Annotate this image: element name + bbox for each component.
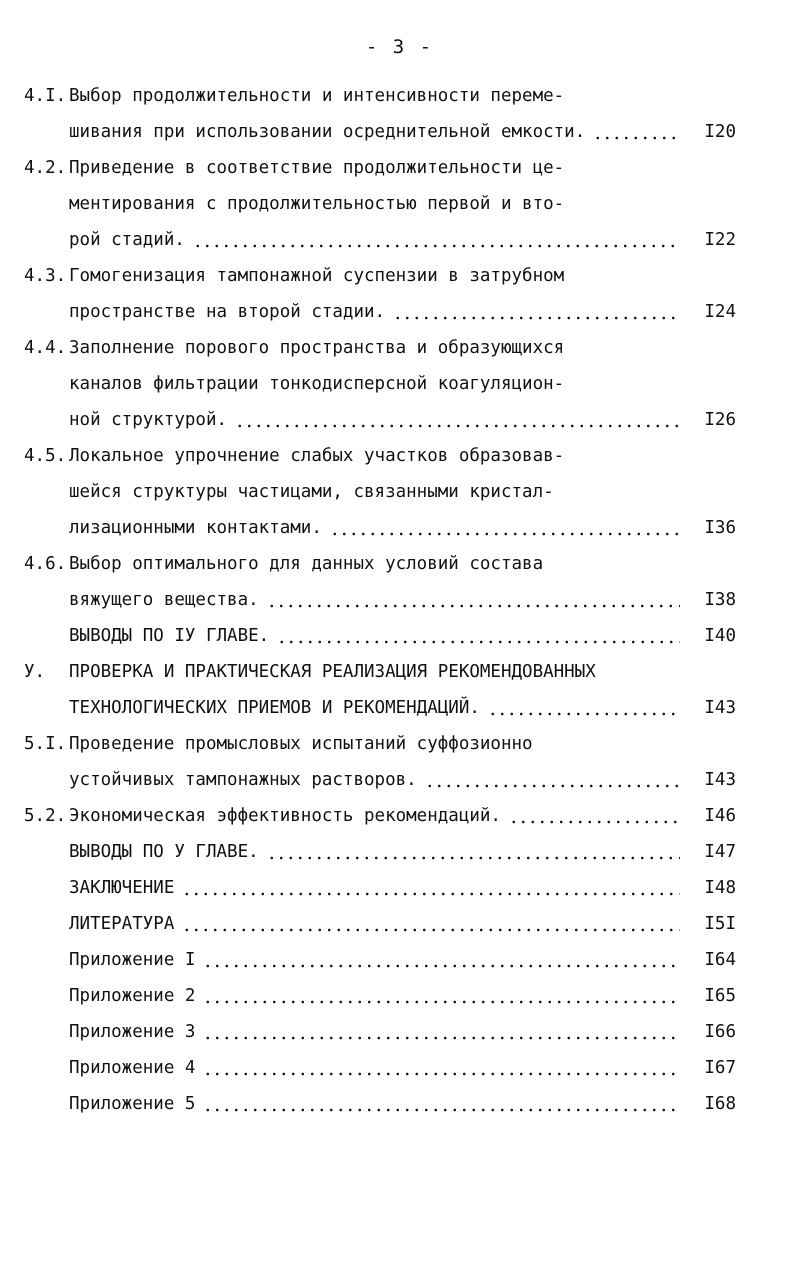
toc-page-number: I43 xyxy=(704,770,736,790)
toc-entry-text: ВЫВОДЫ ПО IУ ГЛАВЕ. xyxy=(69,626,270,646)
toc-entry-text: ВЫВОДЫ ПО У ГЛАВЕ. xyxy=(69,842,259,862)
toc-entry-number: 5.2. xyxy=(24,806,67,826)
toc-entry-text: Заполнение порового пространства и образующихся xyxy=(69,338,565,358)
toc-page-number: I40 xyxy=(704,626,736,646)
dot-leader xyxy=(235,410,680,430)
dot-leader xyxy=(182,878,680,898)
toc-page-number: I65 xyxy=(704,986,736,1006)
dot-leader xyxy=(193,230,680,250)
dot-leader xyxy=(203,1058,680,1078)
toc-entry-text: Приложение 5 xyxy=(69,1094,196,1114)
toc-entry-text: лизационными контактами. xyxy=(69,518,322,538)
dot-leader xyxy=(182,914,680,934)
toc-page-number: I36 xyxy=(704,518,736,538)
dot-leader xyxy=(267,590,680,610)
toc-entry-text: каналов фильтрации тонкодисперсной коагуляцион- xyxy=(69,374,565,394)
toc-entry-text: шивания при использовании осреднительной емкости. xyxy=(69,122,586,142)
toc-entry-text: Экономическая эффективность рекомендаций. xyxy=(69,806,501,826)
toc-page-number: I67 xyxy=(704,1058,736,1078)
toc-entry-number: 4.3. xyxy=(24,266,67,286)
toc-entry-text: Гомогенизация тампонажной суспензии в затрубном xyxy=(69,266,565,286)
toc-entry-text: ментирования с продолжительностью первой и вто- xyxy=(69,194,565,214)
toc-entry-text: ЛИТЕРАТУРА xyxy=(69,914,175,934)
toc-entry-text: Приложение I xyxy=(69,950,196,970)
toc-entry-number: 5.I. xyxy=(24,734,67,754)
dot-leader xyxy=(593,122,680,142)
toc-entry-text: вяжущего вещества. xyxy=(69,590,259,610)
dot-leader xyxy=(267,842,680,862)
toc-entry-text: Приложение 4 xyxy=(69,1058,196,1078)
dot-leader xyxy=(509,806,680,826)
toc-page-number: I26 xyxy=(704,410,736,430)
toc-page-number: I68 xyxy=(704,1094,736,1114)
toc-entry-text: Приведение в соответствие продолжительности це- xyxy=(69,158,565,178)
toc-entry-text: пространстве на второй стадии. xyxy=(69,302,386,322)
dot-leader xyxy=(203,1022,680,1042)
dot-leader xyxy=(277,626,680,646)
dot-leader xyxy=(203,1094,680,1114)
dot-leader xyxy=(393,302,680,322)
toc-entry-text: Локальное упрочнение слабых участков образовав- xyxy=(69,446,565,466)
toc-page-number: I46 xyxy=(704,806,736,826)
toc-page-number: I38 xyxy=(704,590,736,610)
toc-page-number: I22 xyxy=(704,230,736,250)
toc-entry-text: ной структурой. xyxy=(69,410,228,430)
toc-entry-text: ТЕХНОЛОГИЧЕСКИХ ПРИЕМОВ И РЕКОМЕНДАЦИЙ. xyxy=(69,698,480,718)
toc-entry-text: шейся структуры частицами, связанными кристал- xyxy=(69,482,554,502)
toc-entry-number: 4.5. xyxy=(24,446,67,466)
toc-entry-text: Выбор оптимального для данных условий состава xyxy=(69,554,544,574)
toc-entry-text: Приложение 2 xyxy=(69,986,196,1006)
dot-leader xyxy=(330,518,680,538)
toc-entry-number: У. xyxy=(24,662,46,682)
toc-entry-text: устойчивых тампонажных растворов. xyxy=(69,770,417,790)
toc-entry-number: 4.2. xyxy=(24,158,67,178)
toc-entry-text: Приложение 3 xyxy=(69,1022,196,1042)
toc-page-number: I47 xyxy=(704,842,736,862)
toc-entry-text: рой стадий. xyxy=(69,230,185,250)
page-number: - 3 - xyxy=(365,36,434,58)
toc-entry-number: 4.6. xyxy=(24,554,67,574)
toc-page-number: I66 xyxy=(704,1022,736,1042)
toc-page-number: I24 xyxy=(704,302,736,322)
toc-entry-number: 4.I. xyxy=(24,86,67,106)
dot-leader xyxy=(425,770,680,790)
toc-page-number: I5I xyxy=(704,914,736,934)
toc-page-number: I48 xyxy=(704,878,736,898)
dot-leader xyxy=(488,698,680,718)
toc-entry-text: Проведение промысловых испытаний суффозионно xyxy=(69,734,533,754)
toc-entry-text: Выбор продолжительности и интенсивности переме- xyxy=(69,86,565,106)
dot-leader xyxy=(203,950,680,970)
toc-page-number: I43 xyxy=(704,698,736,718)
toc-entry-text: ЗАКЛЮЧЕНИЕ xyxy=(69,878,175,898)
dot-leader xyxy=(203,986,680,1006)
toc-page-number: I20 xyxy=(704,122,736,142)
toc-entry-text: ПРОВЕРКА И ПРАКТИЧЕСКАЯ РЕАЛИЗАЦИЯ РЕКОМЕНДОВАННЫХ xyxy=(69,662,596,682)
toc-entry-number: 4.4. xyxy=(24,338,67,358)
toc-page-number: I64 xyxy=(704,950,736,970)
